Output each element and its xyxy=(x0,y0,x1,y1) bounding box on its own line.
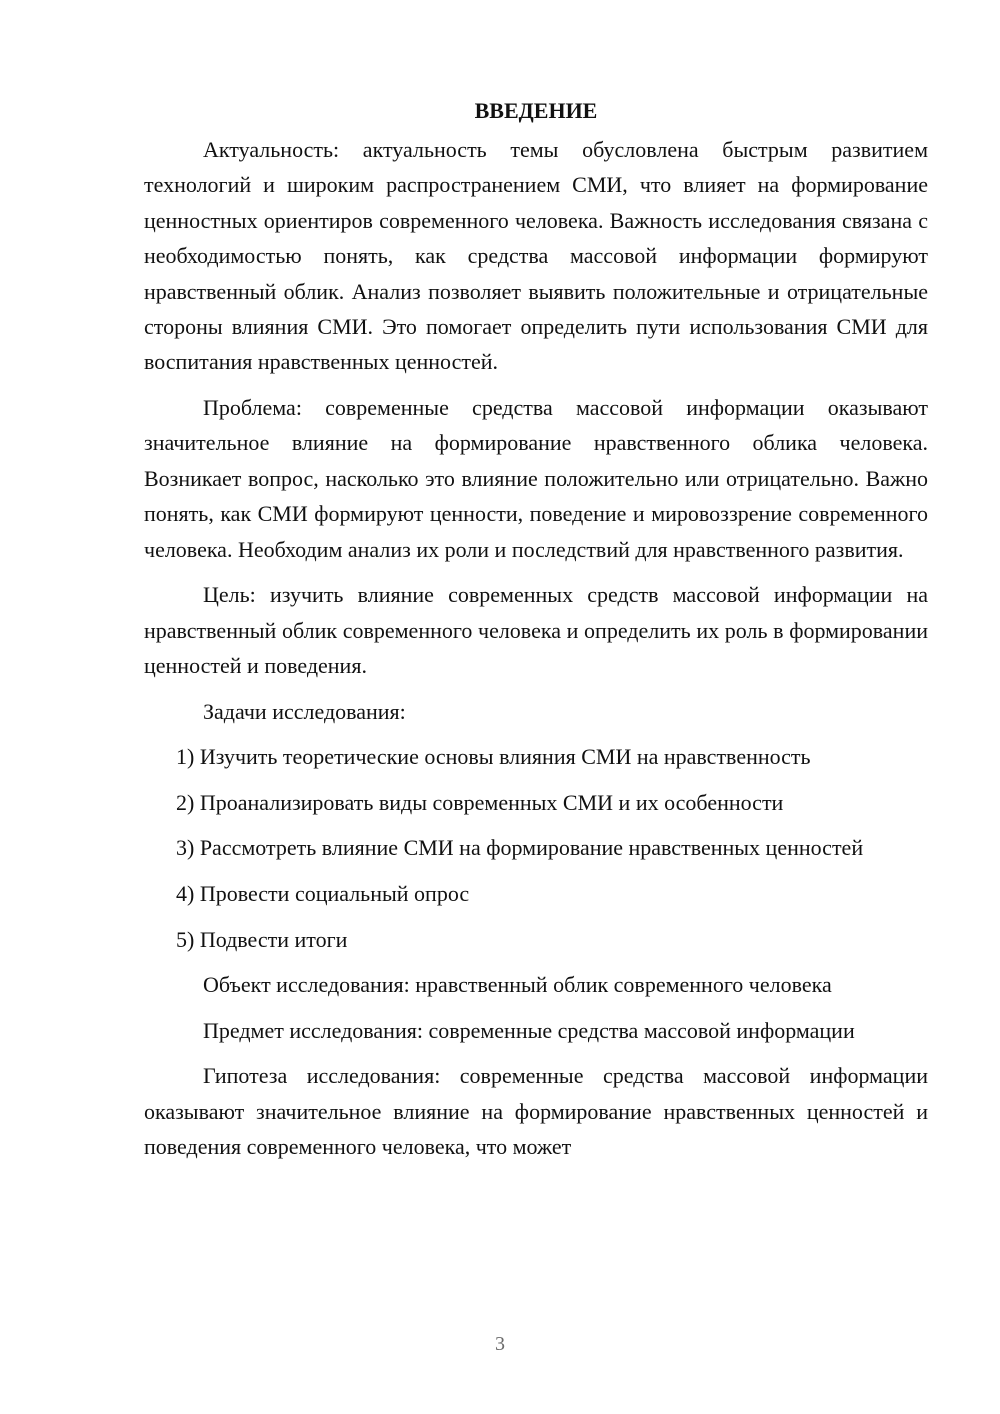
task-item: 3) Рассмотреть влияние СМИ на формирование нравственных ценностей xyxy=(176,835,864,861)
paragraph-relevance: Актуальность: актуальность темы обусловлена быстрым развитием технологий и широким распространением СМИ, что влияет на формирование ценностных ориентиров современного человека. Важность исследования связана с необходимостью понять, как средства массовой информации формируют нравственный облик. Анализ позволяет выявить положительные и отрицательные стороны влияния СМИ. Это помогает определить пути использования СМИ для воспитания нравственных ценностей. xyxy=(144,137,928,375)
page-content xyxy=(144,90,928,1175)
paragraph-problem: Проблема: современные средства массовой информации оказывают значительное влияние на формирование нравственного облика человека. Возникает вопрос, насколько это влияние положительно или отрицательно. Важно понять, как СМИ формируют ценности, поведение и мировоззрение современного человека. Необходим анализ их роли и последствий для нравственного развития. xyxy=(144,395,928,562)
paragraph-tasks-heading: Задачи исследования: xyxy=(203,698,406,724)
paragraph-hypothesis: Гипотеза исследования: современные средства массовой информации оказывают значительное влияние на формирование нравственных ценностей и поведения современного человека, что может xyxy=(144,1063,928,1160)
page-number: 3 xyxy=(495,1333,505,1355)
task-item: 5) Подвести итоги xyxy=(176,926,348,952)
task-item: 1) Изучить теоретические основы влияния СМИ на нравственность xyxy=(176,744,811,770)
paragraph-object: Объект исследования: нравственный облик современного человека xyxy=(203,972,832,998)
paragraph-subject: Предмет исследования: современные средства массовой информации xyxy=(203,1017,855,1043)
task-item: 4) Провести социальный опрос xyxy=(176,881,470,907)
section-heading: ВВЕДЕНИЕ xyxy=(474,98,598,123)
paragraph-goal: Цель: изучить влияние современных средств массовой информации на нравственный облик современного человека и определить их роль в формировании ценностей и поведения. xyxy=(144,582,928,679)
task-item: 2) Проанализировать виды современных СМИ и их особенности xyxy=(176,789,784,815)
